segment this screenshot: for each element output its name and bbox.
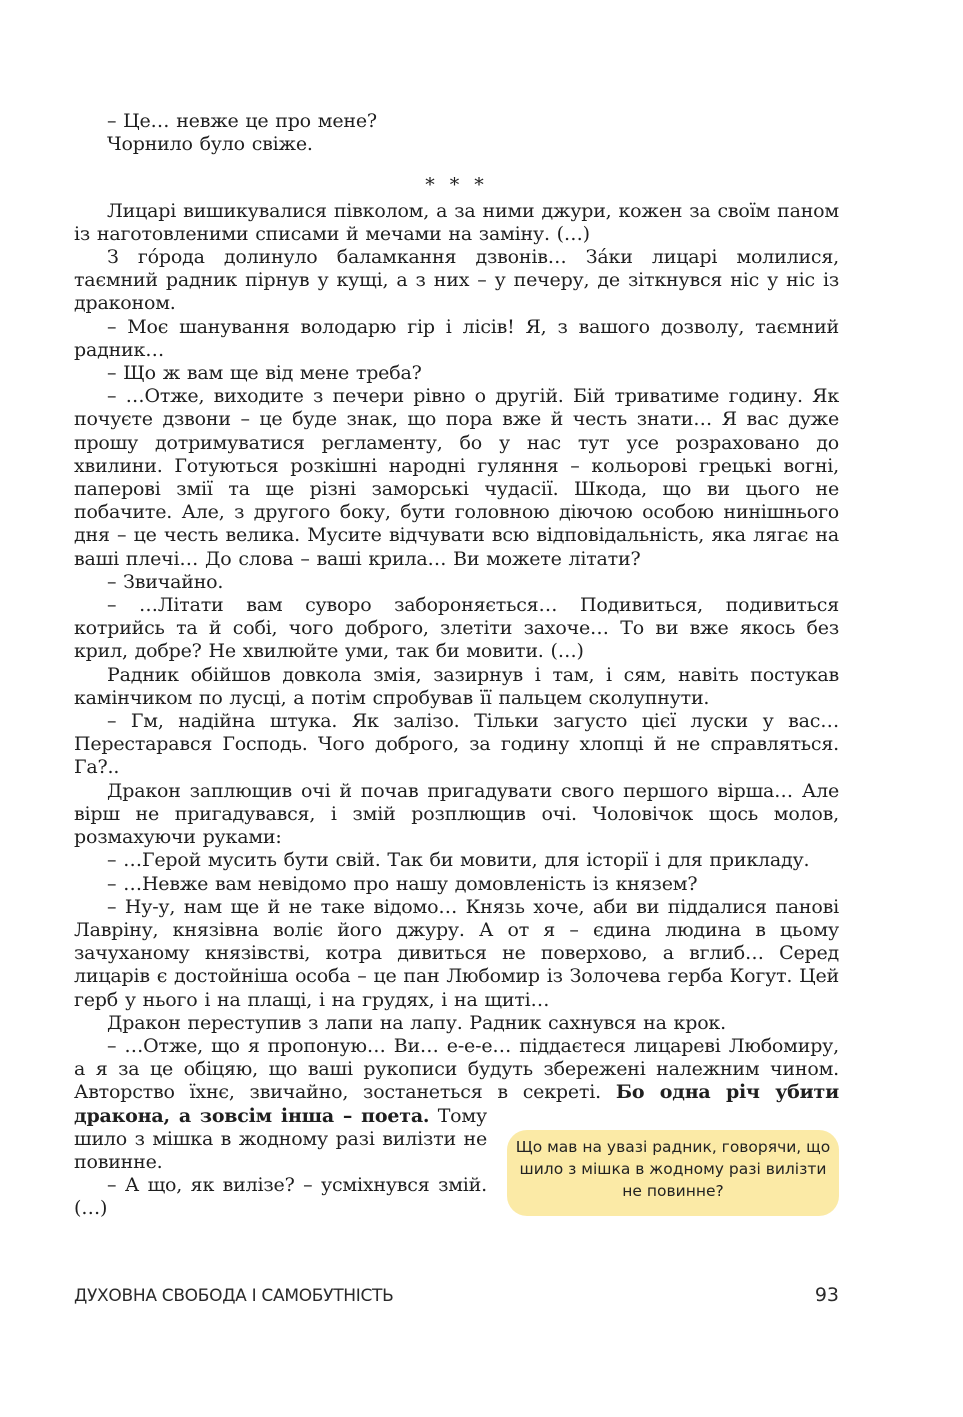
paragraph: – …Невже вам невідомо про нашу домовленість із князем? <box>107 872 698 895</box>
page-number: 93 <box>814 1284 839 1306</box>
paragraph: – Гм, надійна штука. Як залізо. Тільки загусто цієї луски у вас… Перестарався Господь. Чого доброго, за годину хлопці й не справляться. Га?.. <box>74 710 839 779</box>
paragraph: Чорнило було свіже. <box>107 133 313 156</box>
question-callout: Що мав на увазі радник, говорячи, що шило з мішка в жодному разі вилізти не повинне? <box>507 1130 839 1216</box>
section-title: ДУХОВНА СВОБОДА І САМОБУТНІСТЬ <box>74 1286 394 1306</box>
paragraph: Радник обійшов довкола змія, зазирнув і там, і сям, навіть постукав камінчиком по лусці, а потім спробував її пальцем сколупнути. <box>74 663 839 709</box>
paragraph: – …Отже, виходите з печери рівно о другій. Бій триватиме годину. Як почуєте дзвони – це буде знак, що пора вже й честь знати… Я вас дуже прошу дотримуватися регламенту, бо у нас тут усе розраховано до хвилини. Готуються розкішні народні гуляння – кольорові грецькі вогні, паперові змії та ще різні заморські чудасії. Шкода, що ви цього не побачите. Але, з другого боку, бути головною діючою особою нинішнього дня – це честь велика. Мусите відчувати всю відповідальність, яка лягає на ваші плечі… До слова – ваші крила… Ви можете літати? <box>74 385 839 570</box>
paragraph: Дракон заплющив очі й почав пригадувати свого першого вірша… Але вірш не пригадувався, і змій розплющив очі. Чоловічок щось молов, розмахуючи руками: <box>74 779 839 849</box>
paragraph: З гóрода долинуло баламкання дзвонів… Зáки лицарі молилися, таємний радник пірнув у кущі, а з них – у печеру, де зіткнувся ніс у ніс із драконом. <box>74 246 839 315</box>
paragraph: – Моє шанування володарю гір і лісів! Я, з вашого дозволу, таємний радник… <box>74 315 839 361</box>
bold-phrase: Бо одна річ убити дракона, а зовсім інша – поета. <box>74 1081 840 1127</box>
paragraph: – Це… невже це про мене? <box>107 110 377 132</box>
paragraph: – А що, як вилізе? – усміхнувся змій. (…) <box>74 1174 487 1220</box>
page-body <box>74 110 839 1221</box>
paragraph-text: – …Отже, що я пропоную… Ви… е-е-е… піддаєтеся лицареві Любомиру, а я за це обіцяю, що ваші рукописи будуть збережені належним чином. Авторство їхнє, звичайно, зостанеться в секреті. <box>74 1034 839 1104</box>
section-separator: * * * <box>425 174 488 197</box>
paragraph: Дракон переступив з лапи на лапу. Радник сахнувся на крок. <box>107 1011 726 1034</box>
paragraph: – …Герой мусить бути свій. Так би мовити, для історії і для прикладу. <box>107 849 810 872</box>
paragraph: Лицарі вишикувалися півколом, а за ними джури, кожен за своїм паном із наготовленими списами й мечами на заміну. (…) <box>74 199 839 245</box>
paragraph: – Звичайно. <box>107 570 224 593</box>
paragraph-text: Тому шило з мішка в жодному разі вилізти не повинне. <box>74 1104 487 1173</box>
page-footer <box>74 1284 839 1306</box>
paragraph: – …Літати вам суворо забороняється… Подивиться, подивиться котрийсь та й собі, чого доброго, злетіти захоче… То ви вже якось без крил, добре? Не хвилюйте уми, так би мовити. (…) <box>74 594 839 663</box>
paragraph: – Що ж вам ще від мене треба? <box>107 362 422 385</box>
paragraph: – Ну-у, нам ще й не таке відомо… Князь хоче, аби ви піддалися панові Лавріну, князівна воліє його джуру. А от я – єдина людина в цьому зачуханому князівстві, котра дивиться не поверхово, а вглиб… Серед лицарів є достойніша особа – це пан Любомир із Золочева герба Когут. Цей герб у нього і на плащі, і на грудях, і на щиті… <box>74 895 839 1011</box>
